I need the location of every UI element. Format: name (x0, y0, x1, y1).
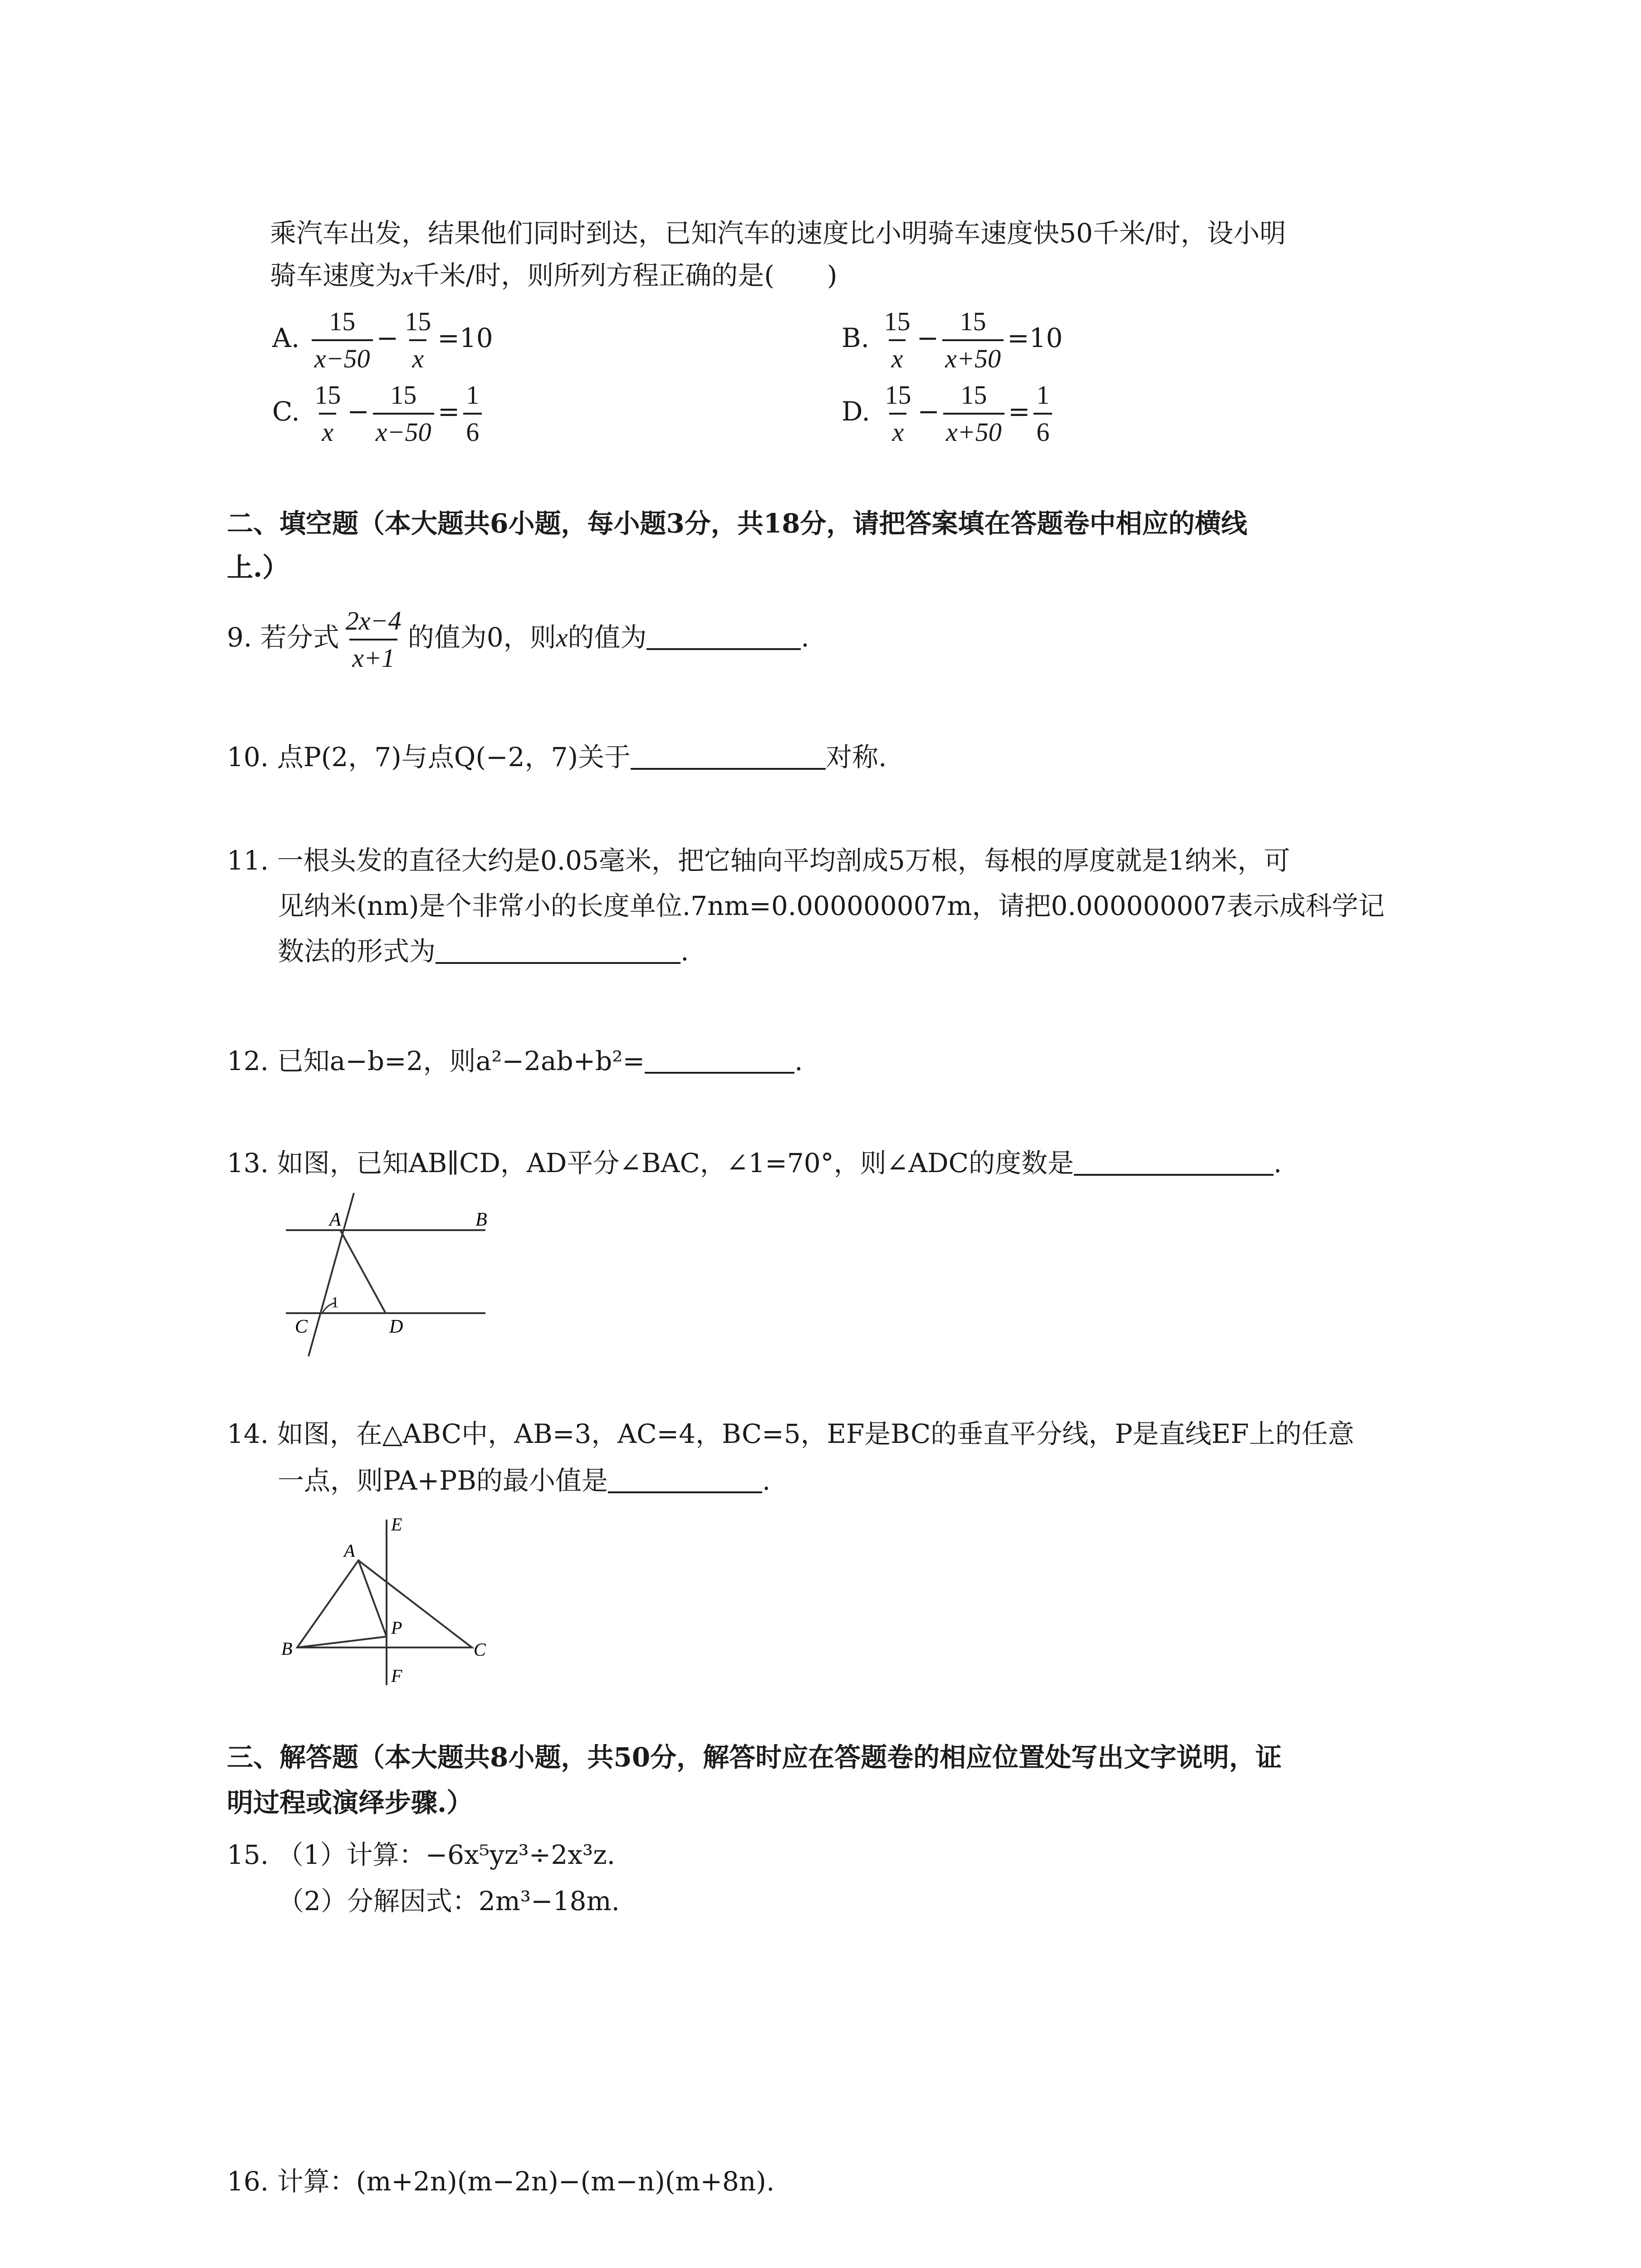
option-a-frac1 (312, 308, 373, 372)
label-a: A (329, 1209, 341, 1230)
frac-num: 15 (884, 307, 911, 336)
q10-text: 点P(2，7)与点Q(−2，7)关于 (277, 742, 631, 772)
period: . (801, 622, 809, 653)
q16-text: 计算：(m+2n)(m−2n)−(m−n)(m+8n). (277, 2166, 775, 2197)
q12-number: 12. (227, 1046, 269, 1076)
option-b-label: B. (842, 323, 870, 354)
frac-num: 15 (390, 380, 417, 410)
q9-text-c: 的值为 (568, 622, 647, 653)
label-c: C (295, 1316, 308, 1337)
q9-fraction (343, 608, 404, 671)
period: . (681, 936, 689, 967)
q10-answer-blank[interactable] (631, 768, 826, 770)
frac-den: x+50 (942, 339, 1004, 372)
section3-heading-line2: 明过程或演绎步骤.） (227, 1787, 473, 1818)
label-b: B (281, 1638, 293, 1659)
q11-text-3: 数法的形式为 (278, 936, 436, 967)
minus-sign: − (376, 323, 399, 354)
period: . (1274, 1148, 1282, 1178)
option-c-label: C. (272, 396, 300, 427)
q15-part2: （2）分解因式：2m³−18m. (278, 1886, 620, 1916)
q16 (227, 2168, 774, 2195)
frac-num: 15 (329, 307, 356, 336)
period: . (794, 1046, 803, 1076)
section2-heading-line2: 上.） (227, 552, 289, 583)
q8-line2-a: 骑车速度为 (270, 260, 402, 291)
q15-number: 15. (227, 1839, 269, 1870)
section2-heading-line1: 二、填空题（本大题共6小题，每小题3分，共18分，请把答案填在答题卷中相应的横线 (227, 508, 1248, 539)
q8-option-c (272, 382, 485, 445)
q15-part1 (227, 1839, 616, 1870)
q14-figure (272, 1510, 499, 1692)
rhs: =10 (437, 323, 493, 354)
frac-num: 15 (885, 380, 911, 410)
q16-number: 16. (227, 2166, 269, 2197)
minus-sign: − (916, 323, 939, 354)
frac-num: 15 (960, 380, 987, 410)
q8-var: x (402, 261, 413, 290)
frac-num: 1 (466, 380, 480, 410)
frac-den: x (889, 413, 906, 445)
q12 (227, 1048, 803, 1074)
q8-line2-b: 千米/时，则所列方程正确的是( ) (413, 260, 838, 291)
frac-den: x−50 (373, 413, 434, 445)
option-b-frac1 (882, 308, 913, 372)
q12-text-c: a²−2ab+b²= (475, 1046, 645, 1076)
q11-line2: 见纳米(nm)是个非常小的长度单位.7nm=0.000000007m，请把0.000000007表示成科学记 (278, 890, 1385, 921)
q9-number: 9. (227, 622, 252, 653)
label-f: F (391, 1666, 402, 1686)
frac-den: x (409, 339, 426, 372)
q14-text-1: 如图，在△ABC中，AB=3，AC=4，BC=5，EF是BC的垂直平分线，P是直线EF上的任意 (277, 1418, 1354, 1449)
option-a-frac2 (402, 308, 434, 372)
frac-den: x (889, 339, 906, 372)
label-d: D (389, 1316, 403, 1337)
q12-text-b: a−b=2，则 (329, 1046, 476, 1076)
label-e: E (391, 1514, 402, 1535)
q11-number: 11. (227, 845, 269, 876)
rhs: =10 (1007, 323, 1063, 354)
frac-den: x+1 (349, 639, 397, 671)
label-c: C (474, 1639, 486, 1660)
q13-answer-blank[interactable] (1074, 1174, 1274, 1176)
q13-text: 如图，已知AB∥CD，AD平分∠BAC，∠1=70°，则∠ADC的度数是 (277, 1148, 1074, 1178)
q11-answer-blank[interactable] (436, 962, 681, 964)
q9-var: x (556, 623, 568, 653)
q8-line2 (270, 262, 838, 289)
q13 (227, 1150, 1282, 1176)
equals-sign: = (1008, 396, 1030, 427)
frac-num: 1 (1036, 380, 1050, 410)
q8-line1: 乘汽车出发，结果他们同时到达，已知汽车的速度比小明骑车速度快50千米/时，设小明 (270, 218, 1286, 249)
q11-text-1: 一根头发的直径大约是0.05毫米，把它轴向平均剖成5万根，每根的厚度就是1纳米，可 (277, 845, 1290, 876)
frac-den: 6 (463, 413, 482, 445)
label-angle-1: 1 (331, 1294, 339, 1311)
frac-num: 15 (314, 380, 341, 410)
q13-figure (272, 1188, 508, 1361)
frac-den: x+50 (943, 413, 1004, 445)
option-c-rhs-frac (463, 382, 482, 445)
option-d-rhs-frac (1034, 382, 1052, 445)
q14-text-2: 一点，则PA+PB的最小值是 (278, 1465, 608, 1496)
frac-num: 2x−4 (345, 606, 402, 635)
equals-sign: = (437, 396, 460, 427)
q8-option-b (842, 308, 1063, 372)
option-a-label: A. (272, 323, 300, 354)
minus-sign: − (917, 396, 940, 427)
minus-sign: − (347, 396, 369, 427)
option-c-frac2 (373, 382, 434, 445)
segment-pb (297, 1637, 387, 1647)
q8-option-d (842, 382, 1056, 445)
frac-num: 15 (960, 307, 986, 336)
triangle-abc (297, 1560, 472, 1647)
q14-answer-blank[interactable] (608, 1491, 762, 1493)
q10 (227, 744, 887, 770)
segment-ad (340, 1230, 386, 1313)
q9-answer-blank[interactable] (647, 648, 801, 650)
label-a: A (344, 1540, 355, 1561)
q14-number: 14. (227, 1418, 269, 1449)
frac-den: 6 (1034, 413, 1052, 445)
q15-part1-text: （1）计算：−6x⁵yz³÷2x³z. (277, 1839, 616, 1870)
q12-answer-blank[interactable] (645, 1072, 794, 1074)
section3-heading-line1: 三、解答题（本大题共8小题，共50分，解答时应在答题卷的相应位置处写出文字说明，证 (227, 1742, 1282, 1773)
q9-text-b: 的值为0，则 (407, 622, 556, 653)
option-d-frac1 (882, 382, 914, 445)
option-c-frac1 (312, 382, 343, 445)
q14-line2 (278, 1467, 770, 1494)
label-b: B (475, 1209, 487, 1230)
frac-num: 15 (405, 307, 431, 336)
q11-line1 (227, 847, 1290, 874)
frac-den: x−50 (312, 339, 373, 372)
q11-line3 (278, 936, 689, 967)
q10-end: 对称. (825, 742, 887, 772)
period: . (762, 1465, 771, 1496)
q8-option-a (272, 308, 493, 372)
label-p: P (391, 1618, 402, 1638)
q9 (227, 608, 809, 671)
frac-den: x (319, 413, 336, 445)
q10-number: 10. (227, 742, 269, 772)
option-d-frac2 (943, 382, 1004, 445)
q12-text-a: 已知 (277, 1046, 330, 1076)
option-b-frac2 (942, 308, 1004, 372)
q13-number: 13. (227, 1148, 269, 1178)
option-d-label: D. (842, 396, 870, 427)
q14-line1 (227, 1418, 1354, 1449)
q9-text-a: 若分式 (260, 622, 339, 653)
